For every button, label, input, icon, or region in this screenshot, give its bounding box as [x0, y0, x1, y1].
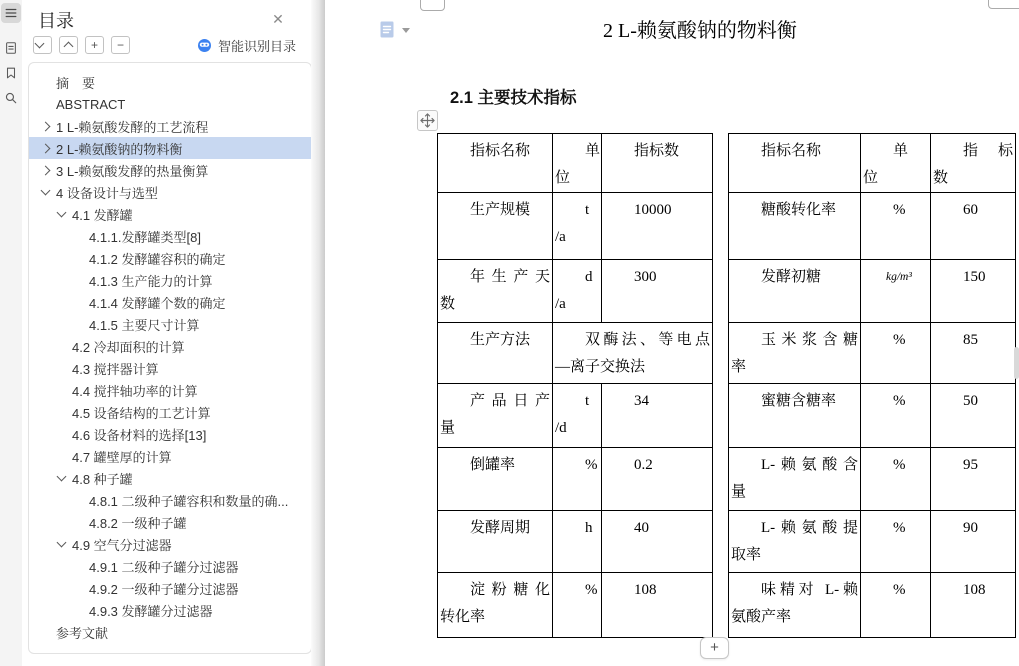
zoom-in-toc-button[interactable]: +: [85, 36, 104, 54]
table-cell: 蜜糖含糖率: [729, 384, 861, 448]
table-cell: 生产规模: [438, 193, 553, 260]
chevron-up-icon: [64, 42, 74, 52]
table-cell: 发酵周期: [438, 511, 553, 573]
table-cell: 倒罐率: [438, 448, 553, 511]
ai-assistant-icon: [197, 38, 212, 53]
toc-item[interactable]: [29, 313, 311, 335]
bookmark-icon[interactable]: [1, 63, 21, 83]
move-arrows-icon: [419, 112, 436, 129]
toc-panel-title: 目录: [38, 11, 74, 31]
table-cell: 玉米浆含糖 率: [729, 323, 861, 384]
table-cell: h: [553, 511, 602, 573]
chevron-down-icon[interactable]: [57, 472, 67, 482]
chevron-right-icon[interactable]: [41, 121, 51, 131]
chevron-down-icon: [34, 39, 44, 49]
smart-toc-label: 智能识别目录: [217, 38, 296, 54]
toc-item-label: 摘 要: [56, 75, 96, 91]
toc-item-label: 4.1.3 生产能力的计算: [89, 273, 213, 289]
table-cell: %: [861, 384, 931, 448]
floating-tool-button-top[interactable]: [420, 0, 445, 11]
table-cell: 50: [931, 384, 1016, 448]
table-cell: 糖酸转化率: [729, 193, 861, 260]
zoom-out-toc-button[interactable]: −: [111, 36, 130, 54]
toc-item[interactable]: [29, 93, 311, 115]
table-cell: 指标数: [602, 134, 713, 193]
table-cell: 34: [602, 384, 713, 448]
toc-item-label: 1 L-赖氨酸发酵的工艺流程: [56, 119, 209, 135]
table-cell: 年生产天 数: [438, 260, 553, 323]
toc-item[interactable]: [29, 467, 311, 489]
table-cell: %: [553, 448, 602, 511]
table-cell: %: [861, 448, 931, 511]
toc-item[interactable]: [29, 181, 311, 203]
table-cell: L-赖氨酸提 取率: [729, 511, 861, 573]
toc-item[interactable]: [29, 115, 311, 137]
table-cell: d /a: [553, 260, 602, 323]
toc-item[interactable]: [29, 247, 311, 269]
toc-item[interactable]: [29, 445, 311, 467]
toc-item-label: 3 L-赖氨酸发酵的热量衡算: [56, 163, 209, 179]
toc-outline-icon[interactable]: [1, 3, 21, 23]
table-cell: 双酶法、等电点 —离子交换法: [553, 323, 713, 384]
sidebar-shadow-divider: [311, 0, 325, 666]
toc-item-label: 4.7 罐壁厚的计算: [72, 449, 172, 465]
toc-item[interactable]: [29, 269, 311, 291]
toc-item-label: 4.8.2 一级种子罐: [89, 515, 187, 531]
chevron-right-icon[interactable]: [41, 165, 51, 175]
toc-item-label: 4.9 空气分过滤器: [72, 537, 172, 553]
table-cell: %: [861, 323, 931, 384]
table-cell: 指标名称: [729, 134, 861, 193]
toc-item-label: 4.3 搅拌器计算: [72, 361, 159, 377]
table-cell: 0.2: [602, 448, 713, 511]
table-cell: 发酵初糖: [729, 260, 861, 323]
close-icon[interactable]: ✕: [272, 11, 284, 27]
toc-item-label: 4.1.2 发酵罐容积的确定: [89, 251, 226, 267]
table-cell: 单 位: [553, 134, 602, 193]
toc-item-label: 4.9.3 发酵罐分过滤器: [89, 603, 213, 619]
toc-item[interactable]: [29, 357, 311, 379]
toc-item[interactable]: [29, 555, 311, 577]
table-cell: 淀粉糖化 转化率: [438, 573, 553, 638]
indicators-table-right: [728, 133, 1016, 638]
chevron-down-icon[interactable]: [57, 208, 67, 218]
toc-item-label: 参考文献: [56, 625, 109, 641]
table-cell: 90: [931, 511, 1016, 573]
table-cell: L-赖氨酸含 量: [729, 448, 861, 511]
document-area: [325, 0, 1019, 666]
toc-item[interactable]: [29, 511, 311, 533]
left-rail: [0, 0, 22, 666]
indicators-table-left: [437, 133, 713, 638]
vertical-scrollbar-thumb[interactable]: [1014, 347, 1019, 379]
table-cell: t /a: [553, 193, 602, 260]
toc-item-label: 2 L-赖氨酸钠的物料衡: [56, 141, 183, 157]
table-cell: 生产方法: [438, 323, 553, 384]
toc-item-label: 4.8.1 二级种子罐容积和数量的确...: [89, 493, 289, 509]
table-cell: 指 标 数: [931, 134, 1016, 193]
toc-item[interactable]: [29, 335, 311, 357]
page-note-icon[interactable]: [1, 38, 21, 58]
table-cell: 150: [931, 260, 1016, 323]
toc-item[interactable]: [29, 225, 311, 247]
table-cell: 108: [931, 573, 1016, 638]
toc-item-label: 4.5 设备结构的工艺计算: [72, 405, 211, 421]
table-cell: 产品日产 量: [438, 384, 553, 448]
table-cell: %: [553, 573, 602, 638]
chevron-down-icon[interactable]: [57, 538, 67, 548]
table-move-handle[interactable]: [417, 110, 438, 131]
table-cell: 95: [931, 448, 1016, 511]
toc-item-label: 4.1 发酵罐: [72, 207, 133, 223]
toc-item-label: ABSTRACT: [56, 96, 126, 112]
toc-item-label: 4.6 设备材料的选择[13]: [72, 427, 207, 443]
toc-item[interactable]: [29, 577, 311, 599]
table-cell: 300: [602, 260, 713, 323]
add-button[interactable]: +: [700, 637, 729, 659]
toc-item-selected[interactable]: [29, 137, 311, 159]
search-icon[interactable]: [1, 88, 21, 108]
toc-item-label: 4.9.1 二级种子罐分过滤器: [89, 559, 239, 575]
toc-item[interactable]: [29, 489, 311, 511]
toc-item[interactable]: [29, 379, 311, 401]
toc-sidebar: [22, 0, 311, 666]
toc-item[interactable]: [29, 423, 311, 445]
toc-item[interactable]: [29, 159, 311, 181]
section-heading: 2.1 主要技术指标: [450, 89, 577, 107]
toc-item-label: 4.1.5 主要尺寸计算: [89, 317, 200, 333]
table-cell: 味精对 L-赖 氨酸产率: [729, 573, 861, 638]
toc-item[interactable]: [29, 71, 311, 93]
toc-item-label: 4.2 冷却面积的计算: [72, 339, 185, 355]
floating-tool-button-top-right[interactable]: [988, 0, 1019, 9]
toc-item[interactable]: [29, 621, 311, 643]
table-cell: 40: [602, 511, 713, 573]
collapse-all-button[interactable]: [33, 36, 52, 54]
toc-item-label: 4.8 种子罐: [72, 471, 133, 487]
toc-item[interactable]: [29, 599, 311, 621]
toc-item-label: 4.9.2 一级种子罐分过滤器: [89, 581, 239, 597]
toc-item-label: 4 设备设计与选型: [56, 185, 158, 201]
page-title: 2 L-赖氨酸钠的物料衡: [603, 20, 797, 42]
toc-item-label: 4.4 搅拌轴功率的计算: [72, 383, 198, 399]
toc-item[interactable]: [29, 533, 311, 555]
chevron-right-icon[interactable]: [41, 143, 51, 153]
toc-item-label: 4.1.4 发酵罐个数的确定: [89, 295, 226, 311]
table-cell: 85: [931, 323, 1016, 384]
toc-list-panel: [28, 62, 312, 654]
table-cell: 60: [931, 193, 1016, 260]
smart-toc-button[interactable]: [197, 36, 296, 54]
table-cell: 10000: [602, 193, 713, 260]
table-cell: kg/m³: [861, 260, 931, 323]
table-cell: 指标名称: [438, 134, 553, 193]
table-cell: %: [861, 511, 931, 573]
toc-item[interactable]: [29, 401, 311, 423]
expand-all-button[interactable]: [59, 36, 78, 54]
table-cell: %: [861, 193, 931, 260]
table-cell: 单 位: [861, 134, 931, 193]
table-cell: t /d: [553, 384, 602, 448]
table-cell: 108: [602, 573, 713, 638]
toc-item-label: 4.1.1.发酵罐类型[8]: [89, 229, 201, 245]
chevron-down-icon[interactable]: [41, 186, 51, 196]
toc-item[interactable]: [29, 203, 311, 225]
toc-item[interactable]: [29, 291, 311, 313]
table-cell: %: [861, 573, 931, 638]
